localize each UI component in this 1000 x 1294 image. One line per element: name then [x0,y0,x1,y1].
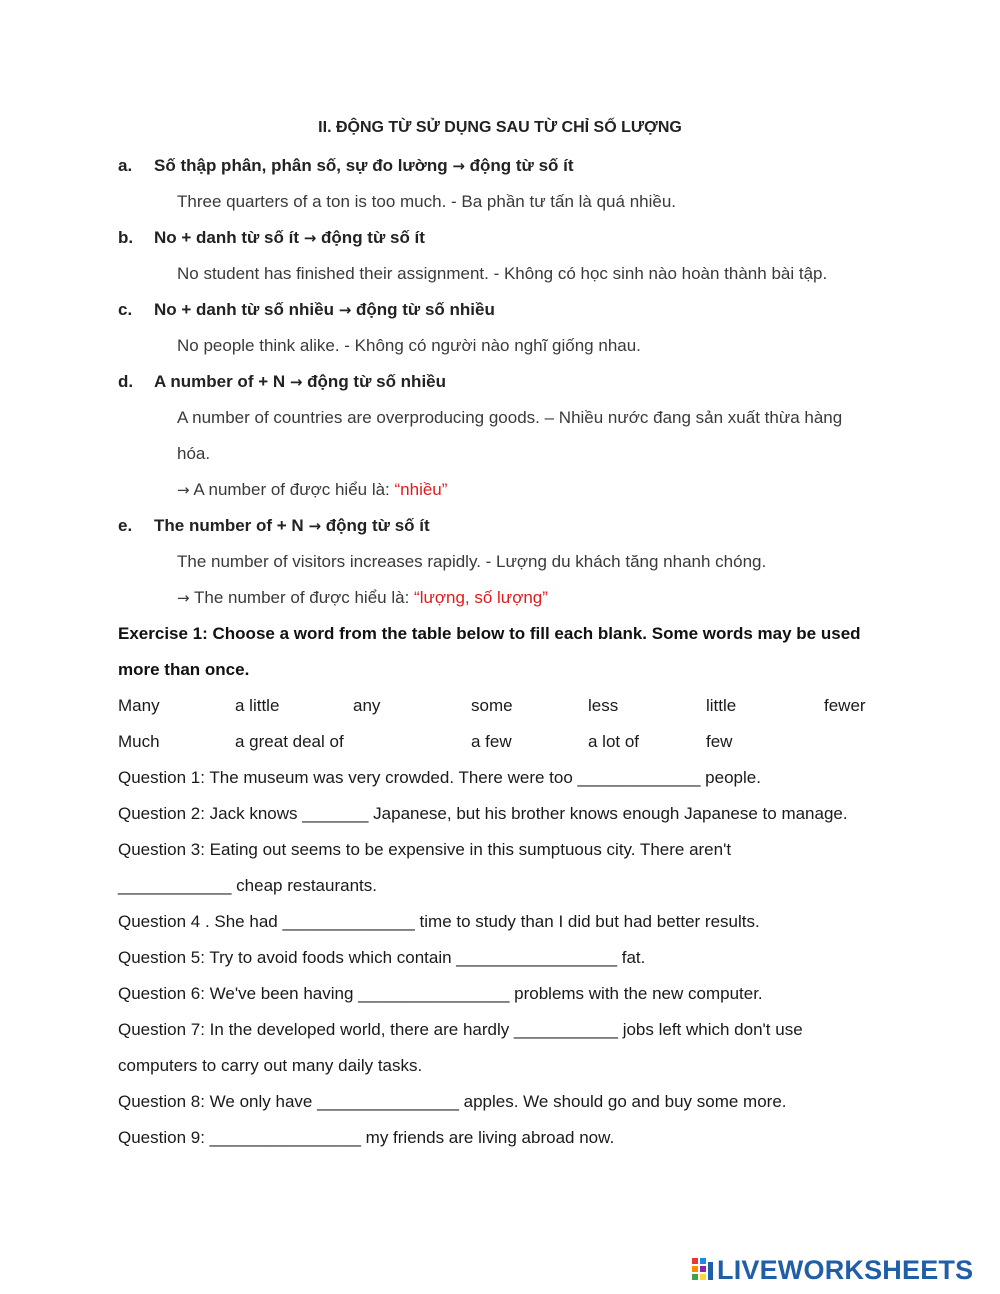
rule-heading-b [118,226,425,250]
word-bank-item: any [353,696,381,715]
rule-heading-text: A number of + N [154,372,290,391]
rule-example-e: The number of visitors increases rapidly. - Lượng du khách tăng nhanh chóng. [177,552,767,571]
rule-heading-text: No + danh từ số ít [154,228,304,247]
rule-example-a: Three quarters of a ton is too much. - Ba phần tư tấn là quá nhiều. [177,192,677,211]
word-bank-item: a lot of [588,732,640,751]
word-bank-item: Many [118,696,160,715]
exercise-instruction: Exercise 1: Choose a word from the table below to fill each blank. Some words may be used [118,624,861,643]
arrow-right-icon: → [338,301,352,319]
note-text: The number of được hiểu là: [189,588,415,607]
page-title: II. ĐỘNG TỪ SỬ DỤNG SAU TỪ CHỈ SỐ LƯỢNG [318,119,682,136]
rule-heading-c [118,298,495,322]
question-9: Question 9: ________________ my friends are living abroad now. [118,1128,615,1147]
rule-heading-result: động từ số ít [464,156,574,175]
word-bank-item: Much [118,732,160,751]
arrow-right-icon: → [452,157,465,175]
rule-heading-result: động từ số nhiều [351,300,495,319]
arrow-right-icon: → [177,589,190,607]
liveworksheets-logo-icon [692,1256,714,1284]
liveworksheets-logo[interactable] [692,1253,973,1287]
word-bank-item: little [706,696,737,715]
rule-heading-text: No + danh từ số nhiều [154,300,339,319]
rule-note-d [177,478,447,502]
question-7-cont: computers to carry out many daily tasks. [118,1056,423,1075]
rule-example-c: No people think alike. - Không có người nào nghĩ giống nhau. [177,336,641,355]
word-bank-item: few [706,732,733,751]
note-meaning: “lượng, số lượng” [414,588,548,607]
rule-letter: c. [118,300,133,319]
question-3: Question 3: Eating out seems to be expensive in this sumptuous city. There aren't [118,840,732,859]
question-1: Question 1: The museum was very crowded. There were too _____________ people. [118,768,761,787]
logo-text: LIVEWORKSHEETS [717,1254,974,1285]
rule-example-b: No student has finished their assignment. - Không có học sinh nào hoàn thành bài tập. [177,264,828,283]
word-bank-item: a little [235,696,280,715]
question-3-cont: ____________ cheap restaurants. [118,876,377,895]
rule-heading-result: động từ số ít [321,516,430,535]
rule-heading-a [118,154,574,178]
word-bank-item: some [471,696,513,715]
rule-heading-text: The number of + N [154,516,309,535]
rule-letter: e. [118,516,133,535]
arrow-right-icon: → [303,229,317,247]
question-4: Question 4 . She had ______________ time to study than I did but had better results. [118,912,760,931]
question-5: Question 5: Try to avoid foods which contain _________________ fat. [118,948,646,967]
arrow-right-icon: → [177,481,190,499]
word-bank-item: fewer [824,696,866,715]
arrow-right-icon: → [289,373,303,391]
note-text: A number of được hiểu là: [189,480,395,499]
question-6: Question 6: We've been having ________________ problems with the new computer. [118,984,763,1003]
rule-letter: d. [118,372,134,391]
rule-letter: a. [118,156,133,175]
rule-heading-result: động từ số nhiều [302,372,447,391]
word-bank-item: a great deal of [235,732,344,751]
note-meaning: “nhiều” [394,480,448,499]
rule-example-d: A number of countries are overproducing goods. – Nhiều nước đang sản xuất thừa hàng [177,408,843,427]
rule-heading-e [118,514,430,538]
rule-heading-d [118,370,446,394]
arrow-right-icon: → [308,517,322,535]
rule-letter: b. [118,228,134,247]
question-7: Question 7: In the developed world, there are hardly ___________ jobs left which don't use [118,1020,803,1039]
rule-heading-text: Số thập phân, phân số, sự đo lường [154,156,453,175]
rule-note-e [177,586,548,610]
rule-example-d-cont: hóa. [177,444,211,463]
word-bank-item: a few [471,732,512,751]
rule-heading-result: động từ số ít [316,228,425,247]
question-8: Question 8: We only have _______________ apples. We should go and buy some more. [118,1092,787,1111]
exercise-instruction-cont: more than once. [118,660,250,679]
question-2: Question 2: Jack knows _______ Japanese, but his brother knows enough Japanese to manage. [118,804,848,823]
word-bank-item: less [588,696,619,715]
